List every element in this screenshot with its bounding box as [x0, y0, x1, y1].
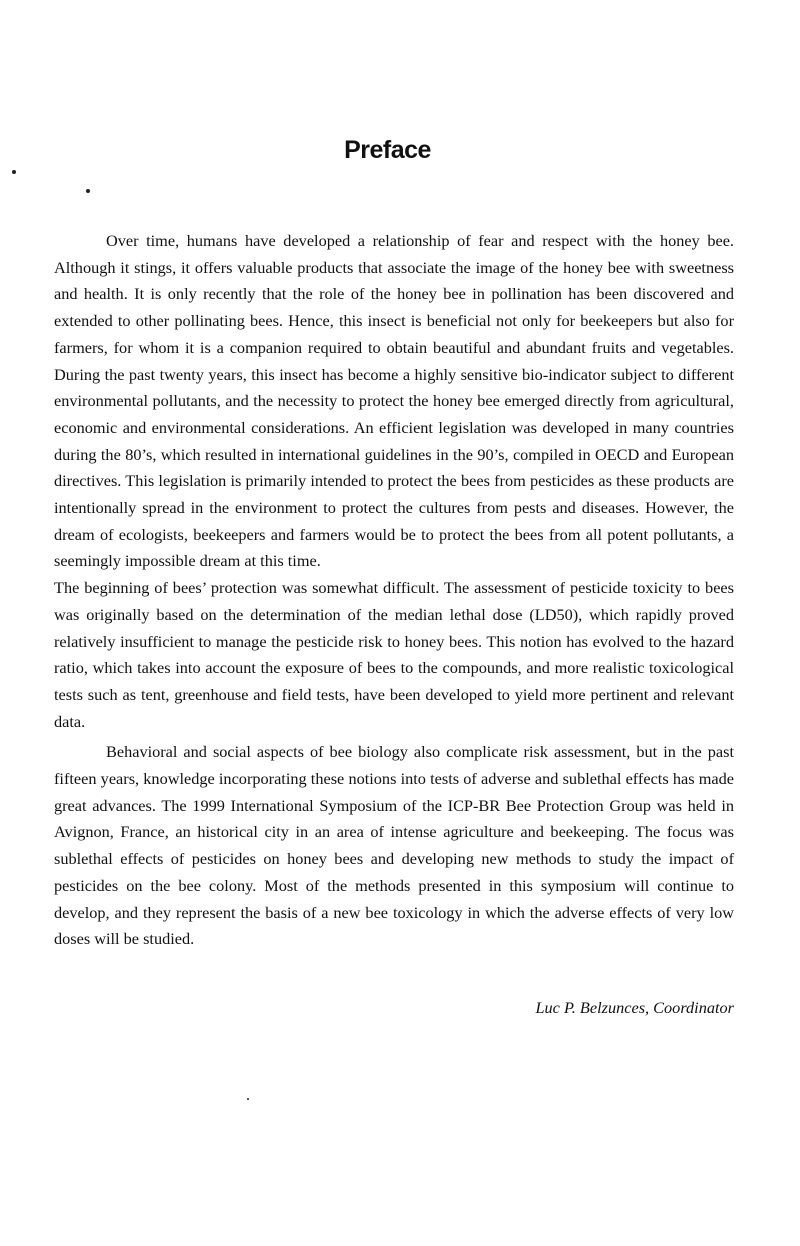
scan-speck [86, 189, 90, 193]
preface-body [54, 228, 734, 953]
scan-speck [12, 170, 16, 174]
scan-speck [247, 1098, 249, 1100]
paragraph-1: Over time, humans have developed a relationship of fear and respect with the honey bee. Although it stings, it offers valuable products that associate the image of the honey bee with sweetness and health. It is only recently that the role of the honey bee in pollination has been discovered and extended to other pollinating bees. Hence, this insect is beneficial not only for beekeepers but also for farmers, for whom it is a companion required to obtain beautiful and abundant fruits and vegetables. During the past twenty years, this insect has become a highly sensitive bio-indicator subject to different environmental pollutants, and the necessity to protect the honey bee emerged directly from agricultural, economic and environmental considerations. An efficient legislation was developed in many countries during the 80’s, which resulted in international guidelines in the 90’s, compiled in OECD and European directives. This legislation is primarily intended to protect the bees from pesticides as these products are intentionally spread in the environment to protect the cultures from pests and diseases. However, the dream of ecologists, beekeepers and farmers would be to protect the bees from all potent pollutants, a seemingly impossible dream at this time. [54, 231, 734, 571]
paragraph-2: The beginning of bees’ protection was somewhat difficult. The assessment of pesticide toxicity to bees was originally based on the determination of the median lethal dose (LD50), which rapidly proved relatively insufficient to manage the pesticide risk to honey bees. This notion has evolved to the hazard ratio, which takes into account the exposure of bees to the compounds, and more realistic toxicological tests such as tent, greenhouse and field tests, have been developed to yield more pertinent and relevant data. [54, 578, 734, 731]
paragraph-3: Behavioral and social aspects of bee biology also complicate risk assessment, but in the past fifteen years, knowledge incorporating these notions into tests of adverse and sublethal effects has made great advances. The 1999 International Symposium of the ICP-BR Bee Protection Group was held in Avignon, France, an historical city in an area of intense agriculture and beekeeping. The focus was sublethal effects of pesticides on honey bees and developing new methods to study the impact of pesticides on the bee colony. Most of the methods presented in this symposium will continue to develop, and they represent the basis of a new bee toxicology in which the adverse effects of very low doses will be studied. [54, 742, 734, 949]
signature: Luc P. Belzunces, Coordinator [535, 998, 734, 1017]
page-title: Preface [344, 136, 431, 164]
